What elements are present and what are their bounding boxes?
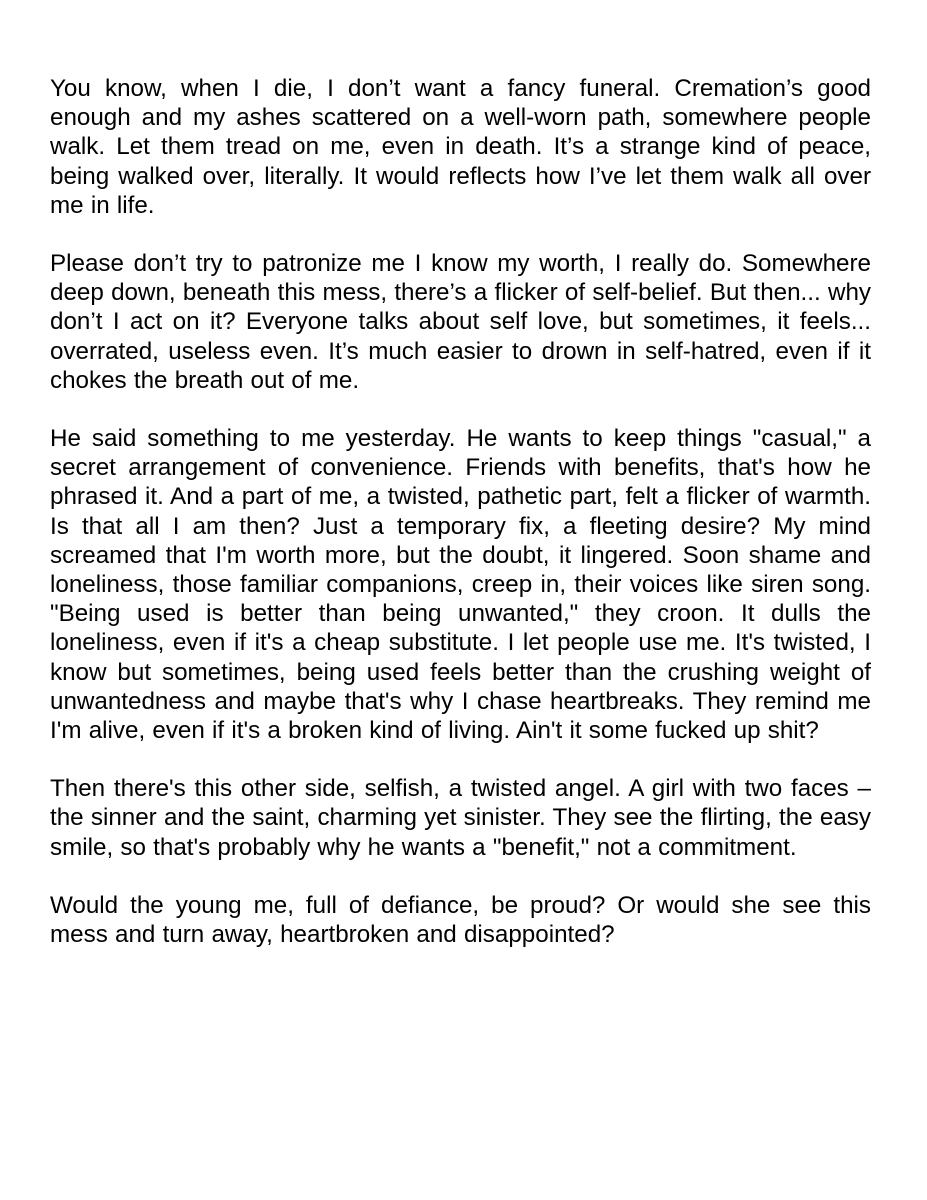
paragraph-self-worth: Please don’t try to patronize me I know my worth, I really do. Somewhere deep down, beneath this mess, there’s a flicker of self-belief. But then... why don’t I act on it? Everyone talks about self love, but sometimes, it feels... overrated, useless even. It’s much easier to drown in self-hatred, even if it chokes the breath out of me. (50, 250, 871, 394)
paragraph-young-me: Would the young me, full of defiance, be proud? Or would she see this mess and turn away, heartbroken and disappointed? (50, 891, 871, 949)
document-body (50, 74, 871, 949)
paragraph-funeral: You know, when I die, I don’t want a fancy funeral. Cremation’s good enough and my ashes scattered on a well-worn path, somewhere people walk. Let them tread on me, even in death. It’s a strange kind of peace, being walked over, literally. It would reflects how I’ve let them walk all over me in life. (50, 75, 871, 219)
paragraph-two-faces: Then there's this other side, selfish, a twisted angel. A girl with two faces – the sinner and the saint, charming yet sinister. They see the flirting, the easy smile, so that's probably why he wants a "benefit," not a commitment. (50, 775, 871, 861)
paragraph-casual-arrangement: He said something to me yesterday. He wants to keep things "casual," a secret arrangement of convenience. Friends with benefits, that's how he phrased it. And a part of me, a twisted, pathetic part, felt a flicker of warmth. Is that all I am then? Just a temporary fix, a fleeting desire? My mind screamed that I'm worth more, but the doubt, it lingered. Soon shame and loneliness, those familiar companions, creep in, their voices like siren song. "Being used is better than being unwanted," they croon. It dulls the loneliness, even if it's a cheap substitute. I let people use me. It's twisted, I know but sometimes, being used feels better than the crushing weight of unwantedness and maybe that's why I chase heartbreaks. They remind me I'm alive, even if it's a broken kind of living. Ain't it some fucked up shit? (50, 425, 871, 745)
